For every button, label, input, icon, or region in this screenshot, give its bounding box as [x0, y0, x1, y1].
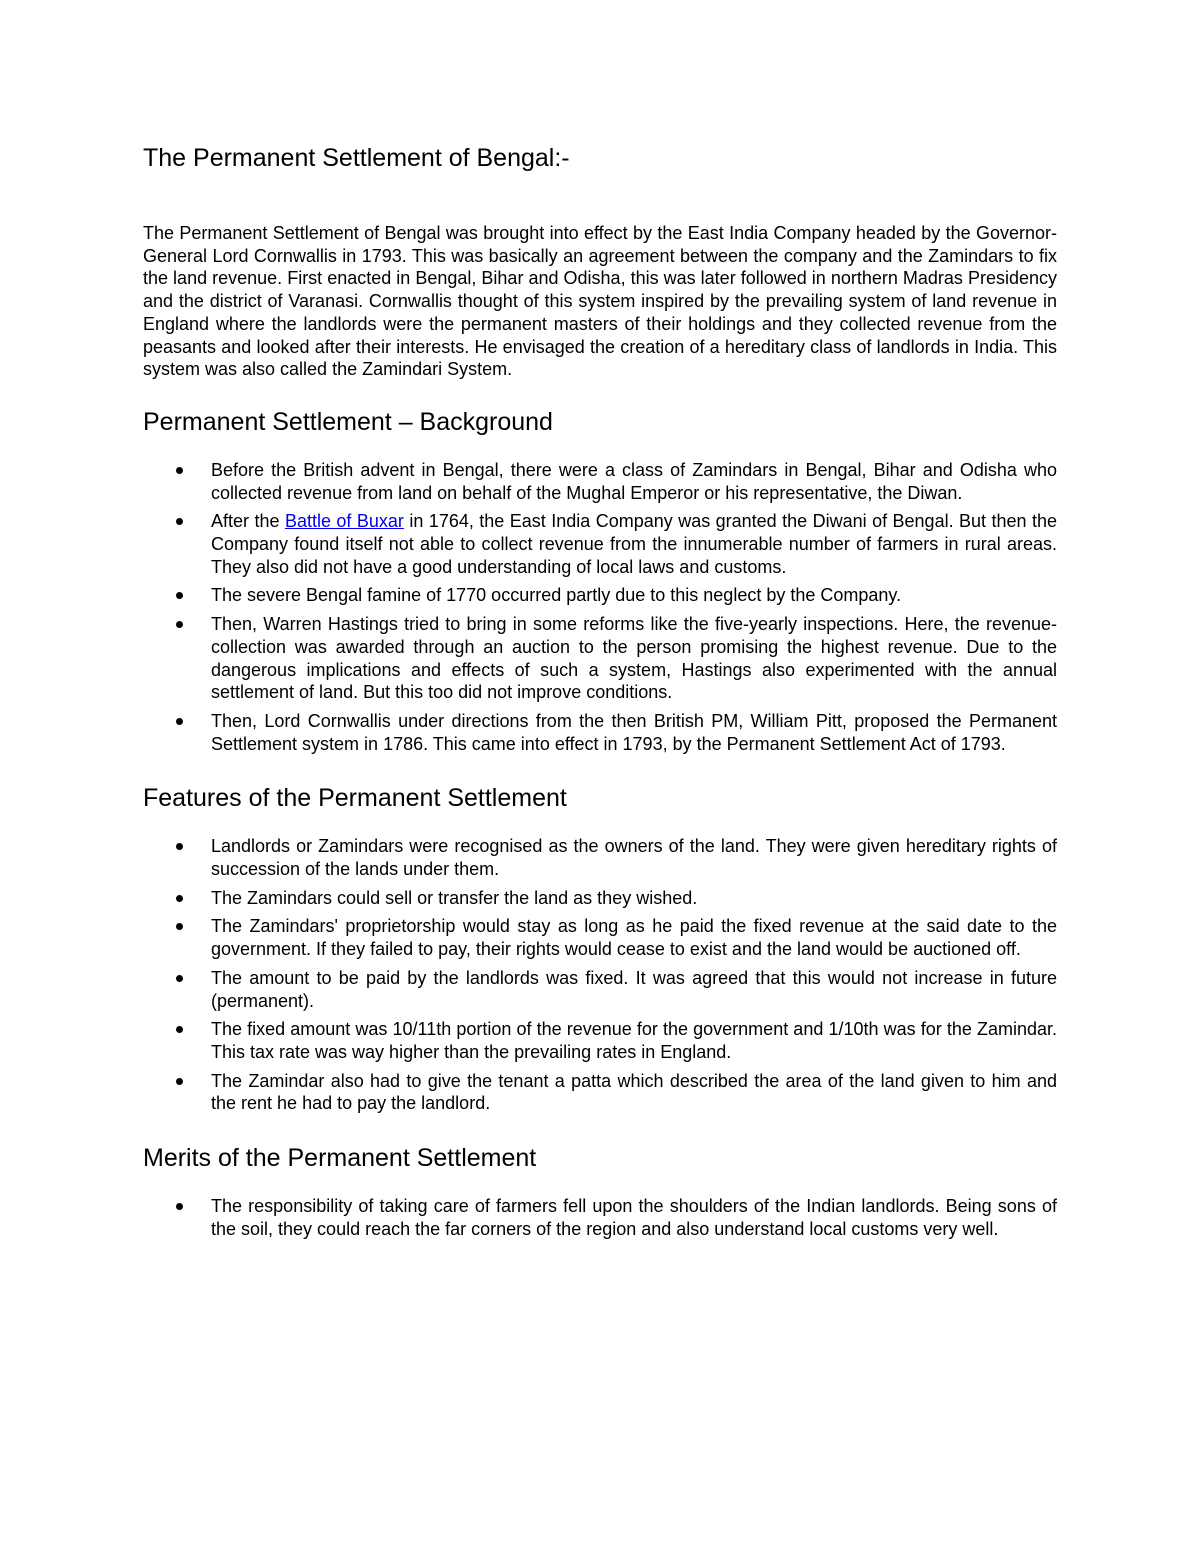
merits-heading: Merits of the Permanent Settlement	[143, 1144, 537, 1173]
bullet-icon	[176, 621, 183, 628]
background-list	[143, 459, 1057, 755]
list-item	[143, 967, 1057, 1012]
intro-paragraph: The Permanent Settlement of Bengal was brought into effect by the East India Company headed by the Governor-General Lord Cornwallis in 1793. This was basically an agreement between the company and the Zamindars to fix the land revenue. First enacted in Bengal, Bihar and Odisha, this was later followed in northern Madras Presidency and the district of Varanasi. Cornwallis thought of this system inspired by the prevailing system of land revenue in England where the landlords were the permanent masters of their holdings and they collected revenue from the peasants and looked after their interests. He envisaged the creation of a hereditary class of landlords in India. This system was also called the Zamindari System.	[143, 223, 1057, 380]
list-item	[143, 710, 1057, 755]
list-item-text: The amount to be paid by the landlords was fixed. It was agreed that this would not increase in future (permanent).	[211, 967, 1057, 1011]
list-item	[143, 887, 1057, 910]
bullet-icon	[176, 843, 183, 850]
list-item-text: Then, Warren Hastings tried to bring in some reforms like the five-yearly inspections. Here, the revenue-collection was awarded through an auction to the person promising the highest revenue. Due to the dangerous implications and effects of such a system, Hastings also experimented with the annual settlement of land. But this too did not improve conditions.	[211, 614, 1057, 703]
list-item-text-before: After the	[211, 511, 285, 532]
list-item	[143, 1070, 1057, 1115]
bullet-icon	[176, 518, 183, 525]
bullet-icon	[176, 467, 183, 474]
list-item	[143, 459, 1057, 504]
document-title: The Permanent Settlement of Bengal:-	[143, 144, 570, 172]
bullet-icon	[176, 718, 183, 725]
list-item-text: The responsibility of taking care of farmers fell upon the shoulders of the Indian landlords. Being sons of the soil, they could reach the far corners of the region and also understand local customs very well.	[211, 1196, 1057, 1239]
document-page	[143, 138, 1057, 1247]
merits-list	[143, 1195, 1057, 1240]
list-item	[143, 1195, 1057, 1240]
list-item	[143, 584, 1057, 607]
bullet-icon	[176, 895, 183, 902]
list-item-text: Then, Lord Cornwallis under directions from the then British PM, William Pitt, proposed the Permanent Settlement system in 1786. This came into effect in 1793, by the Permanent Settlement Act of 1793.	[211, 710, 1057, 754]
battle-of-buxar-link[interactable]: Battle of Buxar	[284, 511, 404, 532]
list-item-text: The Zamindar also had to give the tenant a patta which described the area of the land given to him and the rent he had to pay the landlord.	[211, 1070, 1057, 1114]
bullet-icon	[176, 975, 183, 982]
bullet-icon	[176, 923, 183, 930]
features-heading: Features of the Permanent Settlement	[143, 784, 567, 813]
list-item-text: Landlords or Zamindars were recognised as the owners of the land. They were given hereditary rights of succession of the lands under them.	[211, 836, 1057, 880]
list-item-text: The severe Bengal famine of 1770 occurred partly due to this neglect by the Company.	[211, 585, 902, 606]
list-item	[143, 915, 1057, 960]
list-item-text: The Zamindars could sell or transfer the land as they wished.	[211, 887, 698, 908]
features-list	[143, 835, 1057, 1115]
list-item	[143, 510, 1057, 578]
list-item	[143, 835, 1057, 880]
list-item	[143, 1018, 1057, 1063]
list-item-text: The fixed amount was 10/11th portion of the revenue for the government and 1/10th was for the Zamindar. This tax rate was way higher than the prevailing rates in England.	[211, 1019, 1057, 1062]
bullet-icon	[176, 1203, 183, 1210]
list-item-text-after: in 1764, the East India Company was granted the Diwani of Bengal. But then the Company found itself not able to collect revenue from the innumerable number of farmers in rural areas. They also did not have a good understanding of local laws and customs.	[211, 511, 1057, 577]
bullet-icon	[176, 592, 183, 599]
bullet-icon	[176, 1026, 183, 1033]
list-item-text: The Zamindars' proprietorship would stay as long as he paid the fixed revenue at the said date to the government. If they failed to pay, their rights would cease to exist and the land would be auctioned off.	[211, 916, 1057, 960]
bullet-icon	[176, 1078, 183, 1085]
background-heading: Permanent Settlement – Background	[143, 407, 553, 436]
list-item	[143, 613, 1057, 704]
list-item-text: Before the British advent in Bengal, there were a class of Zamindars in Bengal, Bihar and Odisha who collected revenue from land on behalf of the Mughal Emperor or his representative, the Diwan.	[211, 459, 1057, 503]
